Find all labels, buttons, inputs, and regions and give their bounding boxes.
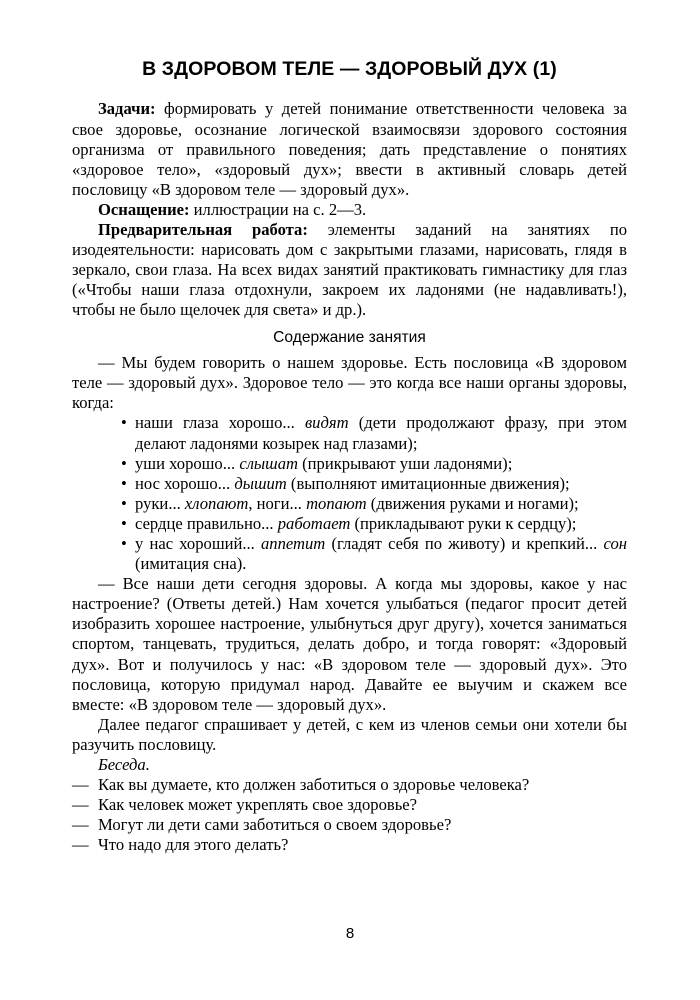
tasks-text: формировать у детей понимание ответственности человека за свое здоровье, осознание логической взаимосвязи здорового состояния организма от правильного поведения; дать представление о понятиях «здоровое тело», «здоровый дух»; ввести в активный словарь детей пословицу «В здоровом теле — здоровый дух». [72, 99, 627, 199]
bullet-text-after: (дети продолжают фразу, при этом делают ладонями козырек над глазами); [135, 413, 627, 453]
list-item [72, 514, 627, 534]
bullet-emphasis: дышит [234, 473, 287, 493]
bullet-text-before: сердце правильно... [135, 513, 278, 533]
bullet-emphasis: хлопают [184, 493, 249, 513]
tasks-label: Задачи: [98, 99, 156, 119]
bullet-emphasis-2: сон [603, 534, 627, 553]
list-item: — Что надо для этого делать? [72, 835, 627, 855]
bullet-emphasis-2: топают [306, 493, 367, 513]
conversation-label: Беседа. [98, 755, 150, 775]
page-number: 8 [345, 925, 355, 942]
bullet-emphasis: аппетит [260, 534, 326, 553]
list-item [72, 494, 627, 514]
paragraph-family: Далее педагог спрашивает у детей, с кем из членов семьи они хотели бы разучить пословицу. [72, 714, 627, 754]
bullet-text-before: руки... [135, 493, 185, 513]
list-item: — Как вы думаете, кто должен заботиться о здоровье человека? [72, 775, 627, 795]
bullet-text-after: (прикладывают руки к сердцу); [350, 513, 577, 533]
bullet-emphasis: видят [304, 413, 349, 433]
paragraph-mood: — Все наши дети сегодня здоровы. А когда мы здоровы, какое у нас настроение? (Ответы детей.) Нам хочется улыбаться (педагог просит детей изобразить хорошее настроение, улыбнуться друг другу), хочется заниматься спортом, танцевать, трудиться, делать добро, и тогда говорят: «Здоровый дух». Вот и получилось у нас: «В здоровом теле — здоровый дух». Это пословица, которую придумал народ. Давайте ее выучим и скажем все вместе: «В здоровом теле — здоровый дух». [72, 574, 627, 714]
organs-bullet-list [72, 413, 627, 574]
bullet-text-middle: (гладят себя по животу) и крепкий... [325, 534, 604, 553]
bullet-text-before: наши глаза хорошо... [135, 413, 305, 433]
paragraph-intro: — Мы будем говорить о нашем здоровье. Есть пословица «В здоровом теле — здоровый дух». Здоровое тело — это когда все наши органы здоровы, когда: [72, 353, 627, 413]
page-title: В ЗДОРОВОМ ТЕЛЕ — ЗДОРОВЫЙ ДУХ (1) [142, 58, 557, 80]
bullet-text-middle: , ноги... [248, 493, 307, 513]
list-item: — Как человек может укреплять свое здоровье? [72, 795, 627, 815]
equipment-label: Оснащение: [98, 199, 190, 219]
bullet-emphasis: работает [277, 513, 351, 533]
bullet-text-after: (движения руками и ногами); [366, 493, 579, 513]
section-heading-content: Содержание занятия [273, 329, 426, 347]
list-item [72, 474, 627, 494]
bullet-text-before: у нас хороший... [135, 534, 261, 553]
bullet-text-after: (прикрывают уши ладонями); [297, 453, 513, 473]
bullet-emphasis: слышат [239, 453, 298, 473]
paragraph-preliminary-work [72, 220, 627, 320]
bullet-text-after: (имитация сна). [135, 554, 247, 574]
list-item: — Могут ли дети сами заботиться о своем здоровье? [72, 815, 627, 835]
equipment-text: иллюстрации на с. 2—3. [189, 199, 367, 219]
conversation-question-list [72, 775, 627, 855]
list-item [72, 534, 627, 574]
bullet-text-before: нос хорошо... [135, 473, 235, 493]
bullet-text-before: уши хорошо... [135, 453, 240, 473]
preliminary-work-label: Предварительная работа: [98, 219, 308, 239]
list-item [72, 413, 627, 453]
paragraph-tasks [72, 99, 627, 199]
paragraph-equipment [72, 200, 627, 220]
preliminary-work-text: элементы заданий на занятиях по изодеятельности: нарисовать дом с закрытыми глазами, нарисовать, глядя в зеркало, свои глаза. На всех видах занятий практиковать гимнастику для глаз («Чтобы наши глаза отдохнули, закроем их ладонями (не надавливать!), чтобы не было щелочек для света» и др.). [72, 219, 627, 320]
list-item [72, 454, 627, 474]
bullet-text-after: (выполняют имитационные движения); [286, 473, 570, 493]
